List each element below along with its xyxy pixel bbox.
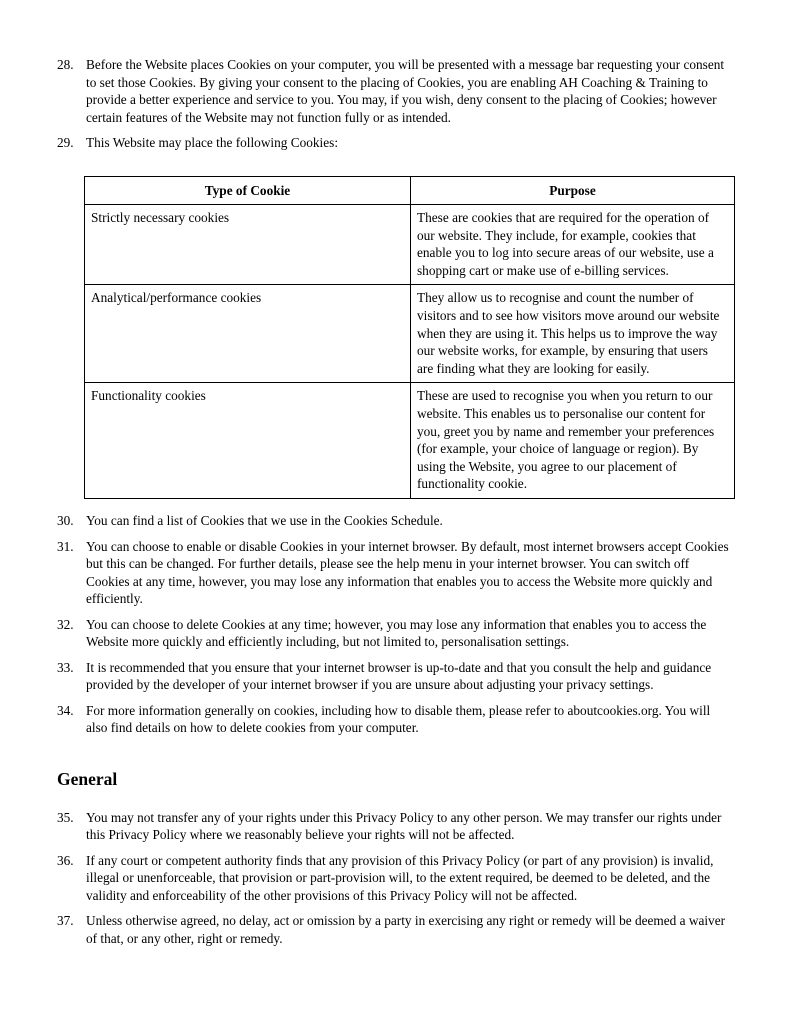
list-item-text: For more information generally on cookies, including how to disable them, please refer to aboutcookies.org. You will also find details on how to delete cookies from your computer. xyxy=(86,702,711,735)
list-item-32 xyxy=(57,616,734,651)
section-heading-general: General xyxy=(57,768,118,789)
list-item-31 xyxy=(57,538,734,608)
cookie-table-header-row xyxy=(85,176,735,205)
list-item-number: 35. xyxy=(57,809,74,825)
list-item-number: 37. xyxy=(57,913,74,928)
list-item-35 xyxy=(57,809,734,844)
list-item-number: 33. xyxy=(57,659,74,675)
cookie-table-header-purpose: Purpose xyxy=(411,176,735,205)
list-item-number: 28. xyxy=(57,57,74,72)
list-item-text: Unless otherwise agreed, no delay, act or omission by a party in exercising any right or remedy will be deemed a waiver of that, or any other, right or remedy. xyxy=(86,913,726,946)
list-item-text: You can choose to delete Cookies at any time; however, you may lose any information that enables you to access the Website more quickly and efficiently including, but not limited to, personalisation settings. xyxy=(86,616,707,649)
list-item-text: You may not transfer any of your rights under this Privacy Policy to any other person. We may transfer our rights under this Privacy Policy where we reasonably believe your rights will not be affected. xyxy=(86,809,722,842)
list-item-number: 30. xyxy=(57,513,74,528)
list-item-number: 29. xyxy=(57,135,74,150)
cookie-type-cell: Functionality cookies xyxy=(85,383,411,499)
list-item-30 xyxy=(57,512,734,530)
list-item-29 xyxy=(57,134,734,152)
list-item-number: 31. xyxy=(57,538,74,554)
list-item-text: This Website may place the following Cookies: xyxy=(86,135,339,150)
list-item-number: 36. xyxy=(57,852,74,868)
list-item-36 xyxy=(57,852,734,905)
cookie-table-header-type: Type of Cookie xyxy=(85,176,411,205)
cookie-purpose-cell: These are used to recognise you when you return to our website. This enables us to personalise our content for you, greet you by name and remember your preferences (for example, your choice of language or region). By using the Website, you agree to our placement of functionality cookie. xyxy=(411,383,735,499)
list-item-number: 32. xyxy=(57,616,74,632)
list-item-text: You can find a list of Cookies that we use in the Cookies Schedule. xyxy=(86,513,443,528)
list-item-28 xyxy=(57,56,734,126)
list-item-37 xyxy=(57,912,734,947)
table-row xyxy=(85,205,735,285)
table-row xyxy=(85,285,735,383)
cookie-purpose-cell: They allow us to recognise and count the number of visitors and to see how visitors move around our website when they are using it. This helps us to improve the way our website works, for example, by ensuring that users are finding what they are looking for easily. xyxy=(411,285,735,383)
list-item-33 xyxy=(57,659,734,694)
list-item-text: You can choose to enable or disable Cookies in your internet browser. By default, most internet browsers accept Cookies but this can be changed. For further details, please see the help menu in your internet browser. You can switch off Cookies at any time, however, you may lose any information that enables you to access the Website more quickly and efficiently. xyxy=(86,538,729,606)
cookie-table xyxy=(84,176,735,500)
cookie-purpose-cell: These are cookies that are required for the operation of our website. They include, for example, cookies that enable you to log into secure areas of our website, use a shopping cart or make use of e-billing services. xyxy=(411,205,735,285)
list-item-34 xyxy=(57,702,734,737)
list-item-text: Before the Website places Cookies on your computer, you will be presented with a message bar requesting your consent to set those Cookies. By giving your consent to the placing of Cookies, you are enabling AH Coaching & Training to provide a better experience and service to you. You may, if you wish, deny consent to the placing of Cookies; however certain features of the Website may not function fully or as intended. xyxy=(86,57,725,125)
table-row xyxy=(85,383,735,499)
cookie-type-cell: Analytical/performance cookies xyxy=(85,285,411,383)
list-item-number: 34. xyxy=(57,702,74,718)
cookie-type-cell: Strictly necessary cookies xyxy=(85,205,411,285)
list-item-text: It is recommended that you ensure that your internet browser is up-to-date and that you consult the help and guidance provided by the developer of your internet browser if you are unsure about adjusting your privacy settings. xyxy=(86,659,712,692)
list-item-text: If any court or competent authority finds that any provision of this Privacy Policy (or part of any provision) is invalid, illegal or unenforceable, that provision or part-provision will, to the extent required, be deemed to be deleted, and the validity and enforceability of the other provisions of this Privacy Policy will not be affected. xyxy=(86,852,714,903)
